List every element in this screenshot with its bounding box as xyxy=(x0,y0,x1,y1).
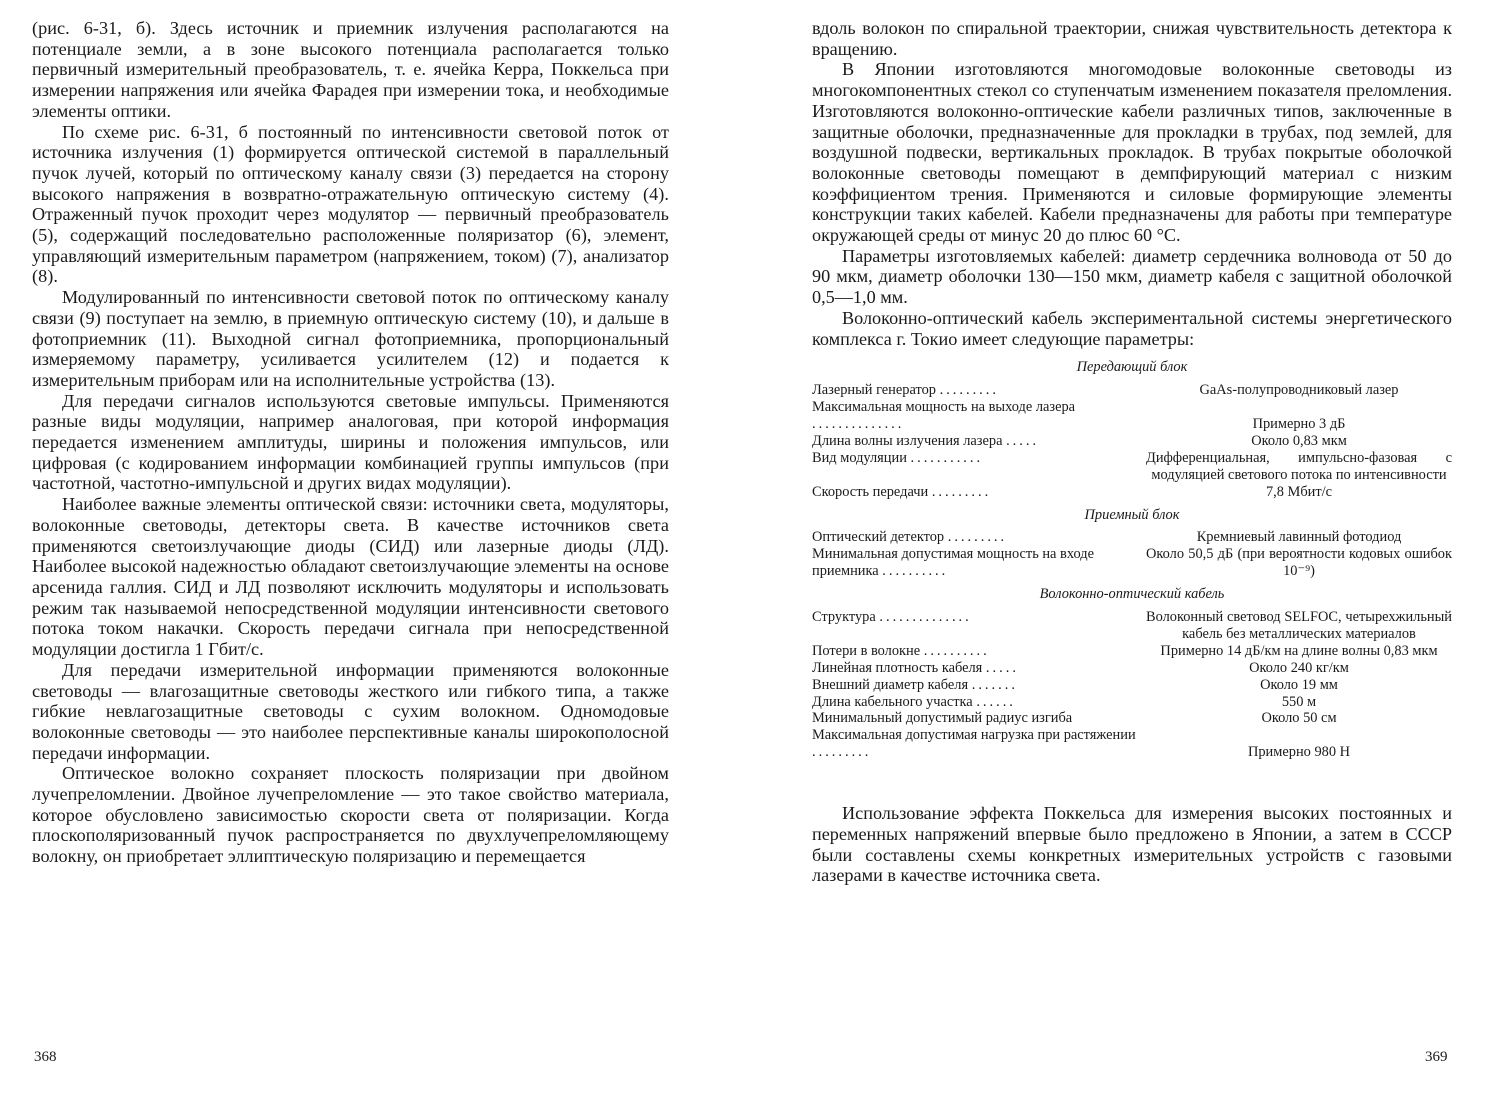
spec-key: Лазерный генератор ......... xyxy=(812,382,999,399)
spec-table xyxy=(812,359,1452,761)
spec-value: Кремниевый лавинный фотодиод xyxy=(1196,529,1402,546)
spec-value: Около 19 мм xyxy=(1260,676,1338,693)
spec-value: Около 240 кг/км xyxy=(1249,659,1349,676)
spec-key: Структура .............. xyxy=(812,609,972,626)
spec-value: Примерно 14 дБ/км на длине волны 0,83 мкм xyxy=(1160,642,1438,659)
spec-row xyxy=(812,660,1452,677)
spec-row xyxy=(812,609,1452,643)
paragraph: Волоконно-оптический кабель экспериментальной системы энергетического комплекса г. Токио имеет следующие параметры: xyxy=(812,307,1452,349)
paragraph: Для передачи измерительной информации применяются волоконные световоды — влагозащитные световоды жесткого или гибкого типа, а также гибкие невлагозащитные световоды с сухим волокном. Одномодовые волоконные световоды — это наиболее перспективные каналы широкополосной передачи информации. xyxy=(32,659,669,763)
spec-value: Примерно 980 Н xyxy=(1247,744,1351,761)
spec-value: Около 50 см xyxy=(1261,710,1337,727)
spec-row xyxy=(812,433,1452,450)
spec-value: Примерно 3 дБ xyxy=(1252,415,1346,432)
spec-value: Дифференциальная, импульсно-фазовая с модуляцией светового потока по интенсивности xyxy=(1146,449,1452,483)
page-number-left: 368 xyxy=(34,1049,57,1065)
spec-value: 550 м xyxy=(1281,693,1317,710)
spec-key: Оптический детектор ......... xyxy=(812,529,1008,546)
spec-key: Минимальный допустимый радиус изгиба xyxy=(812,710,1073,727)
spec-key: Скорость передачи ......... xyxy=(812,483,992,500)
page-number-right: 369 xyxy=(1425,1049,1448,1065)
spec-section-title: Передающий блок xyxy=(1076,359,1188,376)
spec-row xyxy=(812,399,1452,433)
spec-section-title: Волоконно-оптический кабель xyxy=(1039,586,1225,603)
paragraph: Модулированный по интенсивности световой поток по оптическому каналу связи (9) поступает на землю, в приемную оптическую систему (10), и дальше в фотоприемник (11). Выходной сигнал фотоприемника, пропорциональный измеряемому параметру, усиливается усилителем (12) и подается к измерительным приборам или на исполнительные устройства (13). xyxy=(32,287,669,390)
spec-key: Длина кабельного участка ...... xyxy=(812,693,1016,710)
paragraph: По схеме рис. 6-31, б постоянный по интенсивности световой поток от источника излучения (1) формируется оптической системой в параллельный пучок лучей, который по оптическому каналу связи (3) передается на сторону высокого напряжения в возвратно-отражательную оптическую систему (4). Отраженный пучок проходит через модулятор — первичный преобразователь (5), содержащий последовательно расположенные поляризатор (6), элемент, управляющий измерительным параметром (напряжением, током) (7), анализатор (8). xyxy=(32,121,669,287)
spec-row xyxy=(812,529,1452,546)
paragraph: вдоль волокон по спиральной траектории, снижая чувствительность детектора к вращению. xyxy=(812,18,1452,59)
spec-row xyxy=(812,677,1452,694)
spec-key: Вид модуляции ........... xyxy=(812,449,984,466)
spec-row xyxy=(812,450,1452,484)
spec-key: Внешний диаметр кабеля ....... xyxy=(812,676,1018,693)
spec-key: Линейная плотность кабеля ..... xyxy=(812,659,1019,676)
spec-key: Длина волны излучения лазера ..... xyxy=(812,432,1040,449)
paragraph: Для передачи сигналов используются световые импульсы. Применяются разные виды модуляции, например аналоговая, при которой информация передается изменением амплитуды, ширины и положения импульсов, или цифровая (с кодированием информации комбинацией группы импульсов (при частотной, частотно-импульсной и других видах модуляции). xyxy=(32,390,669,494)
spec-value: GaAs-полупроводниковый лазер xyxy=(1199,382,1399,399)
paragraph: (рис. 6-31, б). Здесь источник и приемник излучения располагаются на потенциале земли, а в зоне высокого потенциала располагается только первичный измерительный преобразователь, т. е. ячейка Керра, Поккельса при измерении напряжения или ячейка Фарадея при измерении тока, и необходимые элементы оптики. xyxy=(32,18,669,121)
spec-row xyxy=(812,694,1452,711)
spec-value: Волоконный световод SELFOC, четырехжильный кабель без металлических материалов xyxy=(1146,609,1452,642)
spec-key: Максимальная допустимая нагрузка при растяжении ......... xyxy=(812,727,1136,761)
spec-row xyxy=(812,484,1452,501)
spec-row xyxy=(812,643,1452,660)
spec-section-title: Приемный блок xyxy=(1084,506,1180,523)
right-page-body xyxy=(812,18,1452,349)
spec-value: Около 0,83 мкм xyxy=(1251,432,1347,449)
spec-key: Максимальная мощность на выходе лазера .............. xyxy=(812,399,1076,432)
paragraph: Использование эффекта Поккельса для измерения высоких постоянных и переменных напряжений впервые было предложено в Японии, а затем в СССР были составлены схемы конкретных измерительных устройств с газовыми лазерами в качестве источника света. xyxy=(812,803,1452,886)
spec-row xyxy=(812,382,1452,399)
paragraph: Параметры изготовляемых кабелей: диаметр сердечника волновода от 50 до 90 мкм, диаметр оболочки 130—150 мкм, диаметр кабеля с защитной оболочкой 0,5—1,0 мм. xyxy=(812,245,1452,308)
spec-key: Потери в волокне .......... xyxy=(812,642,990,659)
paragraph: В Японии изготовляются многомодовые волоконные световоды из многокомпонентных стекол со ступенчатым изменением показателя преломления. Изготовляются волоконно-оптические кабели различных типов, заключенные в защитные оболочки, предназначенные для прокладки в трубах, под землей, для воздушной подвески, вертикальных прокладок. В трубах покрытые оболочкой волоконные световоды помещают в демпфирующий материал с низким коэффициентом трения. Применяются и силовые формирующие элементы конструкции таких кабелей. Кабели предназначены для работы при температуре окружающей среды от минус 20 до плюс 60 °С. xyxy=(812,59,1452,246)
spec-row xyxy=(812,727,1452,761)
right-page xyxy=(812,18,1452,886)
spacer xyxy=(812,761,1452,803)
spec-value: Около 50,5 дБ (при вероятности кодовых ошибок 10⁻⁹) xyxy=(1146,546,1452,580)
left-page-body xyxy=(32,18,669,867)
paragraph: Оптическое волокно сохраняет плоскость поляризации при двойном лучепреломлении. Двойное лучепреломление — это такое свойство материала, которое обусловлено зависимостью скорости света от поляризации. Когда плоскополяризованный пучок распространяется по двухлучепреломляющему волокну, он приобретает эллиптическую поляризацию и перемещается xyxy=(32,763,669,867)
left-page xyxy=(32,18,669,867)
right-page-closing xyxy=(812,803,1452,886)
spec-row xyxy=(812,710,1452,727)
paragraph: Наиболее важные элементы оптической связи: источники света, модуляторы, волоконные световоды, детекторы света. В качестве источников света применяются светоизлучающие диоды (СИД) или лазерные диоды (ЛД). Наиболее высокой надежностью обладают светоизлучающие элементы на основе арсенида галлия. СИД и ЛД позволяют исключить модуляторы и использовать режим так называемой непосредственной модуляции интенсивности светового потока током накачки. Скорость передачи сигнала при непосредственной модуляции достигла 1 Гбит/с. xyxy=(32,494,669,660)
spec-row xyxy=(812,546,1452,580)
spec-key: Минимальная допустимая мощность на входе приемника .......... xyxy=(812,546,1094,580)
spec-value: 7,8 Мбит/с xyxy=(1265,483,1333,500)
